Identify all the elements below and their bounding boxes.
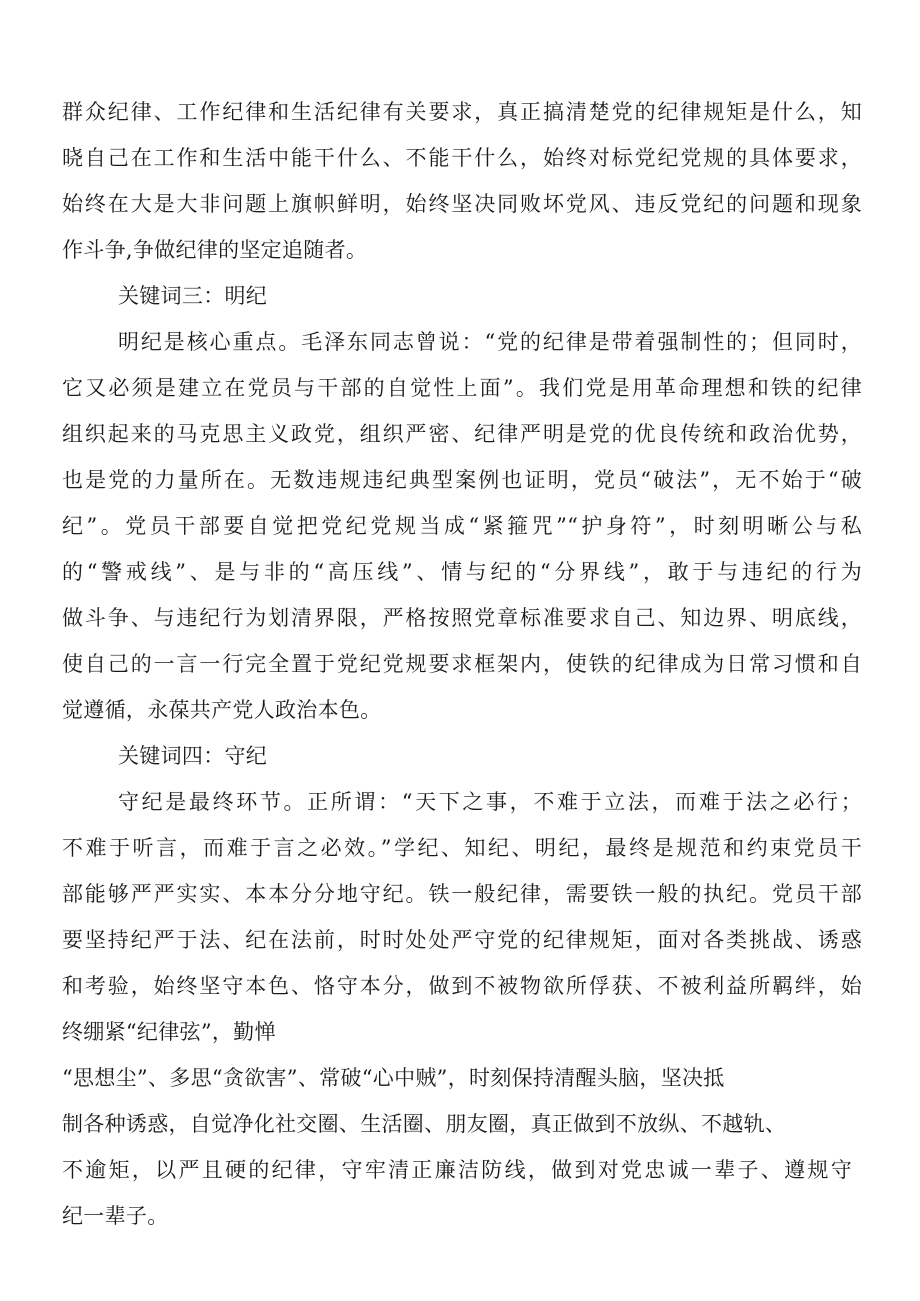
paragraph-3-line-10: 纪一辈子。 (62, 1204, 169, 1228)
section-heading-keyword-4: 关键词四：守纪 (118, 744, 268, 768)
paragraph-3-line-3: 部能够严严实实、本本分分地守纪。铁一般纪律，需要铁一般的执纪。党员干部 (62, 882, 862, 906)
paragraph-1-line-4: 作斗争,争做纪律的坚定追随者。 (62, 238, 368, 262)
paragraph-3-line-8: 制各种诱惑，自觉净化社交圈、生活圈、朋友圈，真正做到不放纵、不越轨、 (62, 1112, 787, 1136)
paragraph-1-line-3: 始终在大是大非问题上旗帜鲜明，始终坚决同败坏党风、违反党纪的问题和现象 (62, 192, 862, 216)
paragraph-3-line-4: 要坚持纪严于法、纪在法前，时时处处严守党的纪律规矩，面对各类挑战、诱惑 (62, 928, 862, 952)
paragraph-2-line-8: 使自己的一言一行完全置于党纪党规要求框架内，使铁的纪律成为日常习惯和自 (62, 652, 862, 676)
section-heading-keyword-3: 关键词三：明纪 (118, 284, 268, 308)
paragraph-2-line-3: 组织起来的马克思主义政党，组织严密、纪律严明是党的优良传统和政治优势， (62, 422, 862, 446)
paragraph-3-line-9: 不逾矩，以严且硬的纪律，守牢清正廉洁防线，做到对党忠诚一辈子、遵规守 (62, 1158, 852, 1182)
paragraph-3-line-6: 终绷紧“纪律弦”，勤惮 (62, 1020, 276, 1044)
paragraph-2-line-9: 觉遵循，永葆共产党人政治本色。 (62, 698, 382, 722)
paragraph-2-line-5: 纪”。党员干部要自觉把党纪党规当成“紧箍咒”“护身符”，时刻明晰公与私 (62, 514, 862, 538)
paragraph-2-line-1: 明纪是核心重点。毛泽东同志曾说：“党的纪律是带着强制性的；但同时， (118, 330, 862, 354)
paragraph-3-line-5: 和考验，始终坚守本色、恪守本分，做到不被物欲所俘获、不被利益所羁绊，始 (62, 974, 862, 998)
paragraph-1-line-2: 晓自己在工作和生活中能干什么、不能干什么，始终对标党纪党规的具体要求， (62, 146, 862, 170)
paragraph-2-line-7: 做斗争、与违纪行为划清界限，严格按照党章标准要求自己、知边界、明底线， (62, 606, 862, 630)
paragraph-2-line-2: 它又必须是建立在党员与干部的自觉性上面”。我们党是用革命理想和铁的纪律 (62, 376, 862, 400)
paragraph-3-line-1: 守纪是最终环节。正所谓：“天下之事，不难于立法，而难于法之必行； (118, 790, 862, 814)
paragraph-3-line-2: 不难于听言，而难于言之必效。”学纪、知纪、明纪，最终是规范和约束党员干 (62, 836, 862, 860)
paragraph-3-line-7: “思想尘”、多思“贪欲害”、常破“心中贼”，时刻保持清醒头脑，坚决抵 (62, 1066, 725, 1090)
paragraph-2-line-4: 也是党的力量所在。无数违规违纪典型案例也证明，党员“破法”，无不始于“破 (62, 468, 862, 492)
paragraph-1-line-1: 群众纪律、工作纪律和生活纪律有关要求，真正搞清楚党的纪律规矩是什么，知 (62, 100, 862, 124)
paragraph-2-line-6: 的“警戒线”、是与非的“高压线”、情与纪的“分界线”，敢于与违纪的行为 (62, 560, 862, 584)
